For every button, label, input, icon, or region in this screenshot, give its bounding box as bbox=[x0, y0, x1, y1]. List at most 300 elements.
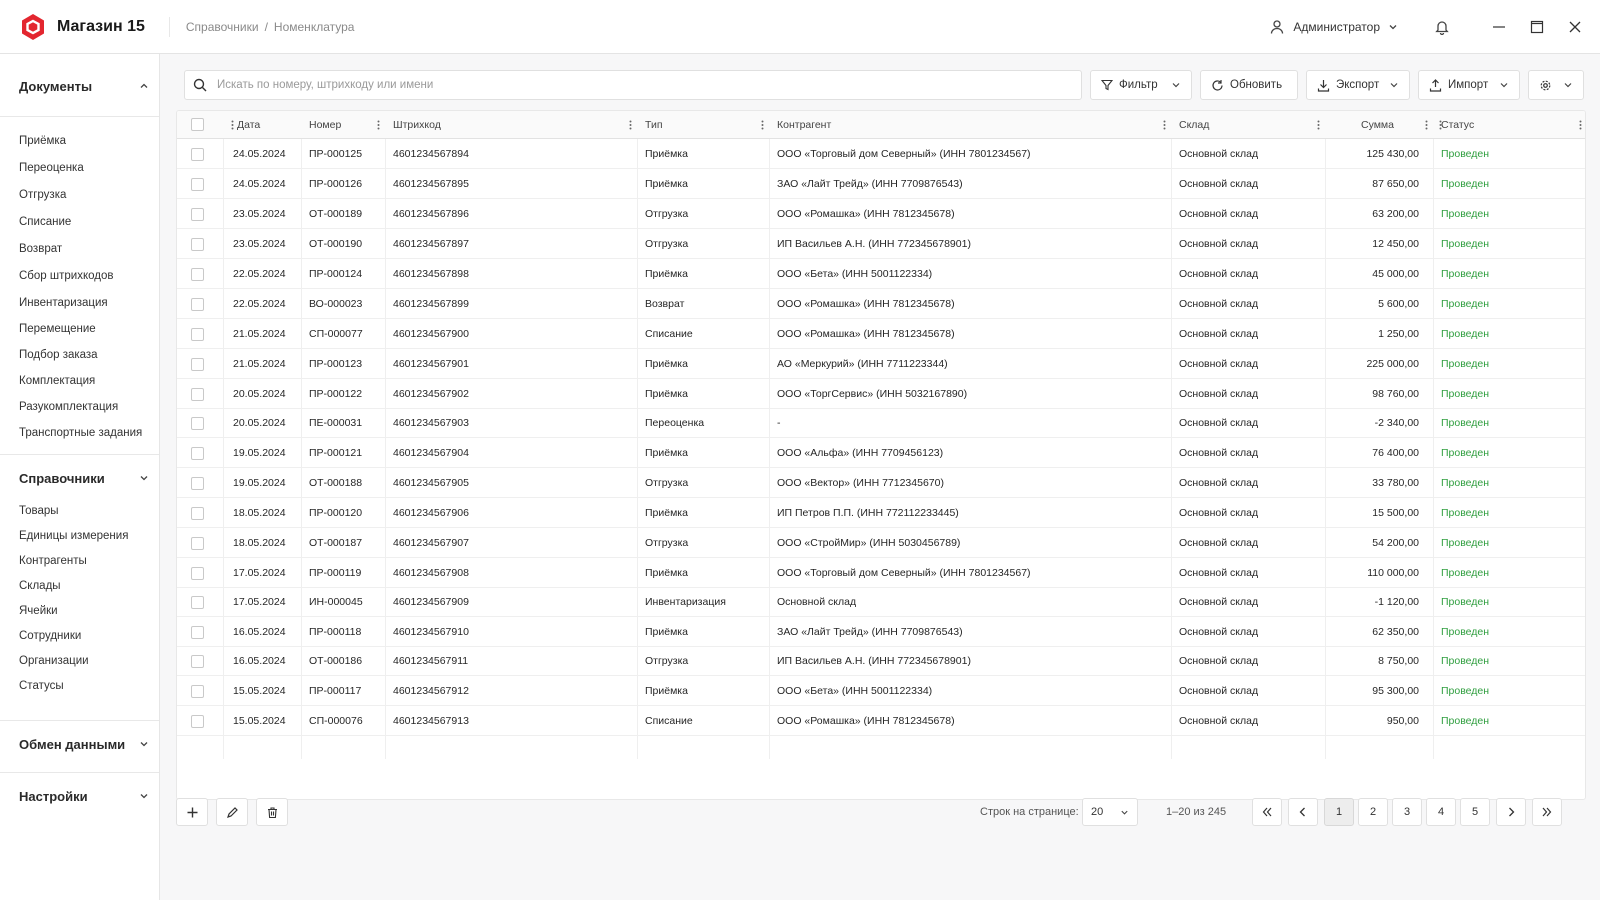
import-button[interactable] bbox=[1418, 70, 1520, 100]
last-page-button[interactable] bbox=[1532, 798, 1562, 826]
cell-type: Списание bbox=[645, 327, 693, 340]
minimize-icon bbox=[1492, 20, 1506, 34]
row-checkbox[interactable] bbox=[191, 567, 204, 580]
notifications-button[interactable] bbox=[1422, 7, 1462, 47]
sidebar-section-settings[interactable] bbox=[0, 776, 159, 816]
cell-amount: 98 760,00 bbox=[1372, 387, 1419, 400]
cell-barcode: 4601234567910 bbox=[393, 625, 469, 638]
cell-amount: 45 000,00 bbox=[1372, 267, 1419, 280]
cell-counterparty: ЗАО «Лайт Трейд» (ИНН 7709876543) bbox=[777, 177, 963, 190]
cell-date: 22.05.2024 bbox=[233, 297, 286, 310]
sidebar-divider bbox=[0, 772, 159, 773]
maximize-icon bbox=[1530, 20, 1544, 34]
row-checkbox[interactable] bbox=[191, 477, 204, 490]
cell-status: Проведен bbox=[1441, 596, 1490, 608]
sidebar-section-references[interactable] bbox=[0, 458, 159, 498]
cell-date: 23.05.2024 bbox=[233, 237, 286, 250]
sidebar-section-documents[interactable] bbox=[0, 66, 159, 106]
table-row[interactable] bbox=[177, 588, 1585, 617]
cell-amount: 87 650,00 bbox=[1372, 177, 1419, 190]
table-row[interactable] bbox=[177, 379, 1585, 409]
row-checkbox[interactable] bbox=[191, 358, 204, 371]
cell-amount: -2 340,00 bbox=[1374, 417, 1419, 429]
sidebar-section-title: Документы bbox=[19, 78, 93, 94]
cell-warehouse: Основной склад bbox=[1179, 596, 1259, 608]
cell-counterparty: ООО «Альфа» (ИНН 7709456123) bbox=[777, 446, 944, 459]
cell-date: 15.05.2024 bbox=[233, 684, 286, 697]
cell-status: Проведен bbox=[1441, 147, 1490, 160]
cell-warehouse: Основной склад bbox=[1179, 536, 1259, 549]
cell-number: ПР-000121 bbox=[309, 446, 363, 459]
column-menu-icon[interactable] bbox=[757, 119, 767, 131]
cell-counterparty: Основной склад bbox=[777, 596, 857, 608]
user-icon bbox=[1269, 19, 1285, 35]
sidebar-item-receiving[interactable]: Приёмка bbox=[19, 135, 67, 147]
cell-status: Проведен bbox=[1441, 714, 1490, 727]
cell-date: 20.05.2024 bbox=[233, 387, 286, 400]
cell-type: Приёмка bbox=[645, 177, 688, 190]
sidebar-item-organizations[interactable]: Организации bbox=[19, 655, 89, 667]
cell-date: 20.05.2024 bbox=[233, 417, 286, 429]
row-checkbox[interactable] bbox=[191, 298, 204, 311]
cell-barcode: 4601234567909 bbox=[393, 596, 469, 608]
cell-amount: 1 250,00 bbox=[1378, 327, 1419, 340]
cell-warehouse: Основной склад bbox=[1179, 506, 1259, 519]
cell-type: Отгрузка bbox=[645, 536, 689, 549]
cell-status: Проведен bbox=[1441, 297, 1490, 310]
cell-number: ПР-000117 bbox=[309, 684, 362, 697]
sidebar-item-counterparties[interactable]: Контрагенты bbox=[19, 555, 87, 567]
cell-type: Приёмка bbox=[645, 387, 688, 400]
breadcrumb-separator: / bbox=[264, 19, 268, 34]
minimize-button[interactable] bbox=[1480, 0, 1518, 54]
breadcrumb-item-references[interactable]: Справочники bbox=[185, 19, 259, 34]
cell-type: Отгрузка bbox=[645, 237, 689, 250]
cell-counterparty: ИП Васильев А.Н. (ИНН 772345678901) bbox=[777, 655, 971, 667]
cell-counterparty: ООО «Торговый дом Северный» (ИНН 7801234567) bbox=[777, 147, 1031, 160]
cell-barcode: 4601234567903 bbox=[393, 417, 469, 429]
cell-amount: 15 500,00 bbox=[1372, 506, 1419, 519]
maximize-button[interactable] bbox=[1518, 0, 1556, 54]
cell-counterparty: ООО «Бета» (ИНН 5001122334) bbox=[777, 267, 933, 280]
cell-type: Приёмка bbox=[645, 357, 688, 370]
table-row[interactable] bbox=[177, 647, 1585, 676]
cell-amount: 95 300,00 bbox=[1372, 684, 1419, 697]
double-chevron-right-icon bbox=[1541, 806, 1553, 818]
page-button-2[interactable]: 2 bbox=[1358, 798, 1388, 826]
cell-warehouse: Основной склад bbox=[1179, 297, 1259, 310]
cell-date: 17.05.2024 bbox=[233, 596, 286, 608]
chevron-down-icon bbox=[139, 791, 149, 801]
chevron-down-icon bbox=[1388, 22, 1398, 32]
table-footer bbox=[176, 798, 1586, 828]
table-row[interactable] bbox=[177, 558, 1585, 588]
table-row[interactable] bbox=[177, 528, 1585, 558]
cell-status: Проведен bbox=[1441, 625, 1490, 638]
column-header-number[interactable]: Номер bbox=[309, 119, 342, 131]
sidebar-divider bbox=[0, 720, 159, 721]
cell-number: ПЕ-000031 bbox=[309, 417, 363, 429]
cell-warehouse: Основной склад bbox=[1179, 655, 1259, 667]
cell-amount: 110 000,00 bbox=[1367, 566, 1419, 579]
column-menu-icon[interactable] bbox=[1313, 119, 1323, 131]
cell-date: 19.05.2024 bbox=[233, 476, 286, 489]
cell-barcode: 4601234567906 bbox=[393, 506, 469, 519]
table-row[interactable] bbox=[177, 139, 1585, 169]
filter-button[interactable] bbox=[1090, 70, 1192, 100]
close-window-button[interactable] bbox=[1556, 0, 1594, 54]
cell-counterparty: ООО «Торговый дом Северный» (ИНН 7801234567) bbox=[777, 566, 1031, 579]
cell-number: ПР-000119 bbox=[309, 566, 362, 579]
cell-type: Приёмка bbox=[645, 684, 688, 697]
cell-type: Отгрузка bbox=[645, 476, 689, 489]
cell-date: 15.05.2024 bbox=[233, 714, 286, 727]
row-checkbox[interactable] bbox=[191, 685, 204, 698]
column-menu-icon[interactable] bbox=[1575, 119, 1585, 131]
app-title: Магазин 15 bbox=[57, 17, 145, 35]
cell-type: Отгрузка bbox=[645, 207, 689, 220]
page-button-5[interactable]: 5 bbox=[1460, 798, 1490, 826]
table-row[interactable] bbox=[177, 468, 1585, 498]
cell-status: Проведен bbox=[1441, 387, 1490, 400]
cell-number: ПР-000123 bbox=[309, 357, 363, 370]
cell-barcode: 4601234567897 bbox=[393, 237, 469, 250]
chevron-left-icon bbox=[1297, 806, 1309, 818]
cell-barcode: 4601234567904 bbox=[393, 446, 469, 459]
column-menu-icon[interactable] bbox=[625, 119, 635, 131]
row-checkbox[interactable] bbox=[191, 208, 204, 221]
search-icon bbox=[193, 78, 207, 92]
cell-date: 24.05.2024 bbox=[233, 177, 286, 190]
breadcrumb-item-nomenclature: Номенклатура bbox=[273, 19, 355, 34]
documents-table bbox=[176, 110, 1586, 800]
cell-number: ОТ-000189 bbox=[309, 207, 363, 220]
cell-status: Проведен bbox=[1441, 446, 1490, 459]
cell-number: ПР-000124 bbox=[309, 267, 363, 280]
user-name: Администратор bbox=[1293, 19, 1380, 34]
table-row[interactable] bbox=[177, 349, 1585, 379]
pagination-range: 1–20 из 245 bbox=[1166, 806, 1227, 818]
cell-type: Списание bbox=[645, 714, 693, 727]
sidebar-section-title: Справочники bbox=[19, 470, 105, 486]
cell-warehouse: Основной склад bbox=[1179, 714, 1259, 727]
prev-page-button[interactable] bbox=[1288, 798, 1318, 826]
export-label: Экспорт bbox=[1336, 79, 1380, 91]
table-header bbox=[177, 111, 1585, 139]
sidebar-item-return[interactable]: Возврат bbox=[19, 243, 63, 255]
cell-date: 19.05.2024 bbox=[233, 446, 286, 459]
cell-counterparty: ООО «Ромашка» (ИНН 7812345678) bbox=[777, 297, 955, 310]
sidebar-item-order-picking[interactable]: Подбор заказа bbox=[19, 349, 98, 361]
cell-warehouse: Основной склад bbox=[1179, 684, 1259, 697]
cell-status: Проведен bbox=[1441, 267, 1490, 280]
filter-label: Фильтр bbox=[1119, 79, 1158, 91]
cell-number: СП-000076 bbox=[309, 714, 363, 727]
chevron-down-icon bbox=[139, 739, 149, 749]
table-row[interactable] bbox=[177, 289, 1585, 319]
sidebar-item-warehouses[interactable]: Склады bbox=[19, 580, 61, 592]
column-header-type[interactable]: Тип bbox=[645, 119, 663, 131]
column-menu-icon[interactable] bbox=[373, 119, 383, 131]
cell-type: Инвентаризация bbox=[645, 596, 726, 608]
sidebar-item-units[interactable]: Единицы измерения bbox=[19, 530, 129, 542]
cell-status: Проведен bbox=[1441, 655, 1490, 667]
sidebar-section-title: Настройки bbox=[19, 788, 88, 804]
cell-number: ПР-000120 bbox=[309, 506, 363, 519]
cell-type: Приёмка bbox=[645, 566, 688, 579]
main-content bbox=[160, 54, 1600, 900]
cell-status: Проведен bbox=[1441, 684, 1490, 697]
row-checkbox[interactable] bbox=[191, 417, 204, 430]
sidebar-item-shipment[interactable]: Отгрузка bbox=[19, 189, 67, 201]
sidebar-item-cells[interactable]: Ячейки bbox=[19, 605, 58, 617]
cell-number: ИН-000045 bbox=[309, 596, 363, 608]
cell-status: Проведен bbox=[1441, 566, 1490, 579]
cell-counterparty: ООО «Ромашка» (ИНН 7812345678) bbox=[777, 327, 955, 340]
edit-button[interactable] bbox=[216, 798, 248, 826]
bell-icon bbox=[1434, 19, 1450, 35]
cell-warehouse: Основной склад bbox=[1179, 267, 1259, 280]
cell-counterparty: ЗАО «Лайт Трейд» (ИНН 7709876543) bbox=[777, 625, 963, 638]
column-header-amount[interactable]: Сумма bbox=[1361, 119, 1394, 131]
row-checkbox[interactable] bbox=[191, 178, 204, 191]
column-header-date[interactable]: Дата bbox=[237, 119, 261, 131]
row-checkbox[interactable] bbox=[191, 328, 204, 341]
cell-amount: 12 450,00 bbox=[1372, 237, 1419, 250]
table-row[interactable] bbox=[177, 259, 1585, 289]
cell-barcode: 4601234567899 bbox=[393, 297, 469, 310]
chevron-down-icon bbox=[1499, 80, 1509, 90]
row-checkbox[interactable] bbox=[191, 388, 204, 401]
cell-barcode: 4601234567913 bbox=[393, 714, 469, 727]
page-button-1[interactable]: 1 bbox=[1324, 798, 1354, 826]
first-page-button[interactable] bbox=[1252, 798, 1282, 826]
column-header-warehouse[interactable]: Склад bbox=[1179, 119, 1210, 131]
cell-counterparty: АО «Меркурий» (ИНН 7711223344) bbox=[777, 357, 948, 370]
cell-status: Проведен bbox=[1441, 177, 1490, 190]
cell-number: ПР-000125 bbox=[309, 147, 363, 160]
cell-amount: 5 600,00 bbox=[1378, 297, 1419, 310]
cell-warehouse: Основной склад bbox=[1179, 417, 1259, 429]
cell-status: Проведен bbox=[1441, 506, 1490, 519]
cell-counterparty: ООО «ТоргСервис» (ИНН 5032167890) bbox=[777, 387, 968, 400]
page-button-3[interactable]: 3 bbox=[1392, 798, 1422, 826]
sidebar-item-statuses[interactable]: Статусы bbox=[19, 680, 64, 692]
cell-number: ОТ-000186 bbox=[309, 655, 363, 667]
chevron-down-icon bbox=[1389, 80, 1399, 90]
cell-status: Проведен bbox=[1441, 357, 1490, 370]
row-checkbox[interactable] bbox=[191, 596, 204, 609]
sidebar-item-revaluation[interactable]: Переоценка bbox=[19, 162, 84, 174]
pencil-icon bbox=[226, 806, 239, 819]
row-checkbox[interactable] bbox=[191, 268, 204, 281]
cell-warehouse: Основной склад bbox=[1179, 327, 1259, 340]
table-settings-button[interactable] bbox=[1528, 70, 1584, 100]
table-row[interactable] bbox=[177, 617, 1585, 647]
cell-number: ПР-000126 bbox=[309, 177, 363, 190]
cell-number: СП-000077 bbox=[309, 327, 363, 340]
sidebar bbox=[0, 54, 160, 900]
sidebar-item-employees[interactable]: Сотрудники bbox=[19, 630, 82, 642]
search-box[interactable] bbox=[184, 70, 1082, 100]
add-button[interactable] bbox=[176, 798, 208, 826]
cell-type: Приёмка bbox=[645, 267, 688, 280]
cell-warehouse: Основной склад bbox=[1179, 147, 1259, 160]
delete-button[interactable] bbox=[256, 798, 288, 826]
cell-status: Проведен bbox=[1441, 327, 1490, 340]
refresh-button[interactable] bbox=[1200, 70, 1298, 100]
cell-amount: 63 200,00 bbox=[1372, 207, 1419, 220]
rows-per-page-label: Строк на странице: bbox=[980, 806, 1079, 818]
chevron-down-icon bbox=[1120, 808, 1129, 817]
cell-barcode: 4601234567911 bbox=[393, 655, 469, 667]
table-row[interactable] bbox=[177, 498, 1585, 528]
sidebar-divider bbox=[0, 454, 159, 455]
cell-barcode: 4601234567896 bbox=[393, 207, 469, 220]
cell-barcode: 4601234567912 bbox=[393, 684, 469, 697]
cell-amount: 225 000,00 bbox=[1366, 357, 1419, 370]
chevron-up-icon bbox=[139, 81, 149, 91]
refresh-label: Обновить bbox=[1230, 79, 1283, 91]
table-row[interactable] bbox=[177, 169, 1585, 199]
column-menu-icon[interactable] bbox=[1421, 119, 1431, 131]
cell-counterparty: ООО «СтройМир» (ИНН 5030456789) bbox=[777, 536, 961, 549]
cell-barcode: 4601234567894 bbox=[393, 147, 469, 160]
sidebar-item-writeoff[interactable]: Списание bbox=[19, 216, 72, 228]
cell-status: Проведен bbox=[1441, 417, 1490, 429]
column-menu-icon[interactable] bbox=[1159, 119, 1169, 131]
cell-warehouse: Основной склад bbox=[1179, 625, 1259, 638]
chevron-right-icon bbox=[1505, 806, 1517, 818]
refresh-icon bbox=[1211, 79, 1224, 92]
chevron-down-icon bbox=[1171, 80, 1181, 90]
row-checkbox[interactable] bbox=[191, 655, 204, 668]
download-icon bbox=[1317, 79, 1330, 92]
column-menu-icon[interactable] bbox=[1435, 119, 1445, 131]
column-header-status[interactable]: Статус bbox=[1441, 119, 1475, 131]
cell-barcode: 4601234567902 bbox=[393, 387, 469, 400]
user-menu[interactable] bbox=[1269, 19, 1398, 35]
cell-warehouse: Основной склад bbox=[1179, 566, 1259, 579]
sidebar-item-inventory[interactable]: Инвентаризация bbox=[19, 297, 108, 309]
select-all-checkbox[interactable] bbox=[191, 118, 204, 131]
cell-date: 23.05.2024 bbox=[233, 207, 286, 220]
sidebar-item-goods[interactable]: Товары bbox=[19, 505, 59, 517]
row-checkbox[interactable] bbox=[191, 626, 204, 639]
cell-date: 16.05.2024 bbox=[233, 625, 286, 638]
cell-number: ПР-000122 bbox=[309, 387, 363, 400]
sidebar-section-title: Обмен данными bbox=[19, 736, 126, 752]
cell-amount: 76 400,00 bbox=[1372, 446, 1419, 459]
sidebar-item-kitting[interactable]: Комплектация bbox=[19, 375, 96, 387]
cell-number: ПР-000118 bbox=[309, 625, 362, 638]
chevron-down-icon bbox=[1563, 80, 1573, 90]
cell-date: 17.05.2024 bbox=[233, 566, 286, 579]
table-row[interactable] bbox=[177, 229, 1585, 259]
table-row[interactable] bbox=[177, 676, 1585, 706]
cell-barcode: 4601234567898 bbox=[393, 267, 469, 280]
rows-per-page-value: 20 bbox=[1091, 806, 1104, 818]
column-header-counterparty[interactable]: Контрагент bbox=[777, 119, 832, 131]
cell-warehouse: Основной склад bbox=[1179, 237, 1259, 250]
breadcrumb bbox=[186, 20, 355, 34]
cell-number: ОТ-000187 bbox=[309, 536, 363, 549]
double-chevron-left-icon bbox=[1261, 806, 1273, 818]
column-menu-icon[interactable] bbox=[227, 119, 237, 131]
table-row[interactable] bbox=[177, 199, 1585, 229]
cell-barcode: 4601234567908 bbox=[393, 566, 469, 579]
column-header-barcode[interactable]: Штрихкод bbox=[393, 119, 441, 131]
cell-number: ВО-000023 bbox=[309, 297, 363, 310]
cell-type: Приёмка bbox=[645, 625, 688, 638]
cell-date: 24.05.2024 bbox=[233, 147, 286, 160]
cell-type: Приёмка bbox=[645, 446, 688, 459]
cell-amount: 125 430,00 bbox=[1366, 147, 1419, 160]
cell-counterparty: ИП Петров П.П. (ИНН 772112233445) bbox=[777, 506, 959, 519]
table-row[interactable] bbox=[177, 319, 1585, 349]
plus-icon bbox=[186, 806, 199, 819]
cell-date: 18.05.2024 bbox=[233, 536, 286, 549]
table-row[interactable] bbox=[177, 409, 1585, 438]
cell-status: Проведен bbox=[1441, 237, 1490, 250]
cell-warehouse: Основной склад bbox=[1179, 207, 1259, 220]
cell-amount: 8 750,00 bbox=[1378, 655, 1419, 667]
page-button-4[interactable]: 4 bbox=[1426, 798, 1456, 826]
row-checkbox[interactable] bbox=[191, 507, 204, 520]
cell-counterparty: - bbox=[777, 417, 781, 429]
cell-counterparty: ООО «Вектор» (ИНН 7712345670) bbox=[777, 476, 944, 489]
cell-barcode: 4601234567895 bbox=[393, 177, 469, 190]
cell-warehouse: Основной склад bbox=[1179, 387, 1259, 400]
cell-amount: 54 200,00 bbox=[1372, 536, 1419, 549]
chevron-down-icon bbox=[139, 473, 149, 483]
cell-warehouse: Основной склад bbox=[1179, 446, 1259, 459]
toolbar bbox=[184, 70, 1584, 100]
cell-warehouse: Основной склад bbox=[1179, 476, 1259, 489]
table-row[interactable] bbox=[177, 706, 1585, 736]
header-divider bbox=[169, 17, 170, 37]
upload-icon bbox=[1429, 79, 1442, 92]
import-label: Импорт bbox=[1448, 79, 1489, 91]
sidebar-section-data-exchange[interactable] bbox=[0, 724, 159, 764]
sidebar-item-unkitting[interactable]: Разукомплектация bbox=[19, 401, 119, 413]
cell-warehouse: Основной склад bbox=[1179, 357, 1259, 370]
table-row[interactable] bbox=[177, 438, 1585, 468]
search-input[interactable] bbox=[217, 79, 817, 91]
cell-counterparty: ООО «Ромашка» (ИНН 7812345678) bbox=[777, 714, 955, 727]
cell-type: Отгрузка bbox=[645, 655, 689, 667]
cell-type: Возврат bbox=[645, 297, 685, 310]
export-button[interactable] bbox=[1306, 70, 1410, 100]
row-checkbox[interactable] bbox=[191, 148, 204, 161]
sidebar-item-barcode-collection[interactable]: Сбор штрихкодов bbox=[19, 270, 114, 282]
cell-date: 16.05.2024 bbox=[233, 655, 286, 667]
sidebar-item-transport-tasks[interactable]: Транспортные задания bbox=[19, 427, 143, 439]
cell-counterparty: ИП Васильев А.Н. (ИНН 772345678901) bbox=[777, 237, 971, 250]
row-checkbox[interactable] bbox=[191, 238, 204, 251]
cell-date: 21.05.2024 bbox=[233, 357, 286, 370]
row-checkbox[interactable] bbox=[191, 715, 204, 728]
row-checkbox[interactable] bbox=[191, 537, 204, 550]
row-checkbox[interactable] bbox=[191, 447, 204, 460]
cell-status: Проведен bbox=[1441, 536, 1490, 549]
sidebar-item-transfer[interactable]: Перемещение bbox=[19, 323, 96, 335]
gear-icon bbox=[1539, 79, 1552, 92]
rows-per-page-select[interactable] bbox=[1082, 798, 1138, 826]
next-page-button[interactable] bbox=[1496, 798, 1526, 826]
cell-amount: -1 120,00 bbox=[1374, 596, 1419, 608]
cell-type: Переоценка bbox=[645, 417, 705, 429]
